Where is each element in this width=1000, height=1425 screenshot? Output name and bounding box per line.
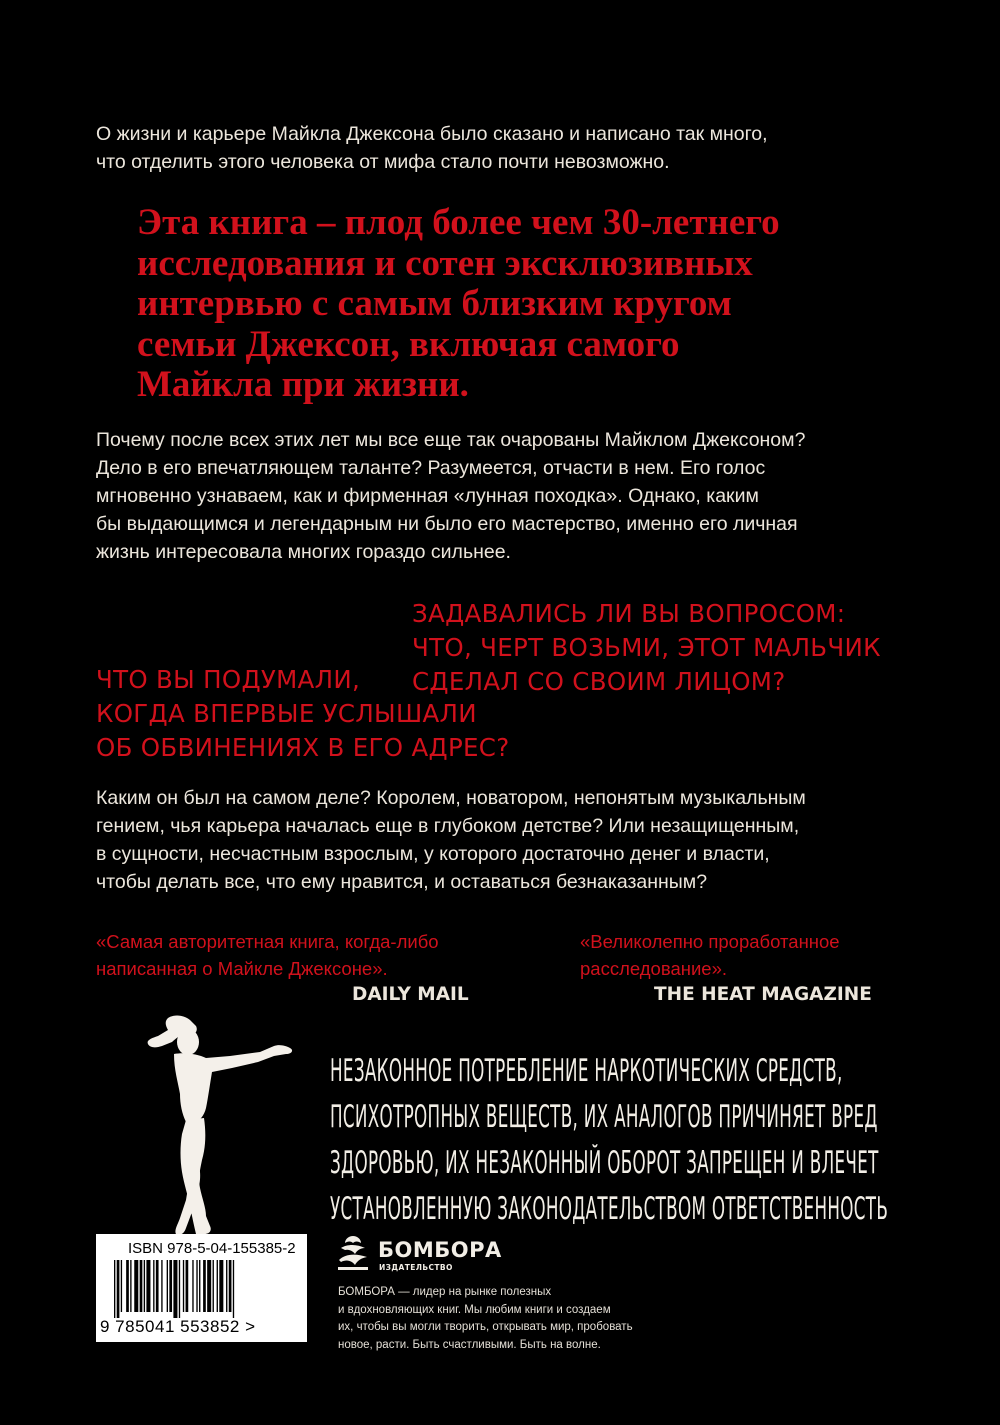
- barcode-bar: [134, 1260, 138, 1312]
- question-line: КОГДА ВПЕРВЫЕ УСЛЫШАЛИ: [96, 699, 477, 728]
- paragraph-line: жизнь интересовала многих гораздо сильнее.: [96, 541, 511, 563]
- barcode-bar: [213, 1260, 214, 1312]
- paragraph-line: Каким он был на самом деле? Королем, новатором, непонятым музыкальным: [96, 787, 806, 809]
- headline-line: Эта книга – плод более чем 30-летнего: [137, 202, 780, 243]
- question-line: ОБ ОБВИНЕНИЯХ В ЕГО АДРЕС?: [96, 733, 510, 762]
- blurb-line: и вдохновляющих книг. Мы любим книги и создаем: [338, 1303, 611, 1316]
- intro-line: О жизни и карьере Майкла Джексона было сказано и написано так много,: [96, 123, 768, 145]
- quote-line: расследование».: [580, 958, 728, 979]
- barcode-bar: [217, 1260, 218, 1312]
- blurb-line: их, чтобы вы могли творить, открывать мир, пробовать: [338, 1321, 633, 1333]
- barcode-bar: [233, 1260, 234, 1318]
- barcode-bar: [196, 1260, 197, 1312]
- publisher-name: БОМБОРА: [378, 1238, 502, 1262]
- barcode-bar: [121, 1260, 122, 1312]
- barcode-bar: [229, 1260, 232, 1312]
- barcode-bar: [192, 1260, 193, 1312]
- headline: [137, 203, 780, 406]
- barcode-bar: [167, 1260, 168, 1312]
- barcode-digits: 9 785041 553852 >: [100, 1317, 256, 1336]
- paragraph-2: [96, 784, 806, 896]
- barcode-bar: [161, 1260, 162, 1312]
- paragraph-line: в сущности, несчастным взрослым, у которого достаточно денег и власти,: [96, 843, 770, 865]
- blurb-line: новое, расти. Быть счастливыми. Быть на волне.: [338, 1338, 601, 1351]
- isbn-text: ISBN 978-5-04-155385-2: [128, 1240, 296, 1257]
- warning-line: ПСИХОТРОПНЫХ ВЕЩЕСТВ, ИХ АНАЛОГОВ ПРИЧИНЯЕТ ВРЕД: [330, 1099, 878, 1135]
- headline-line: интервью с самым близким кругом: [137, 283, 732, 324]
- question-line: СДЕЛАЛ СО СВОИМ ЛИЦОМ?: [412, 667, 786, 696]
- barcode-bar: [144, 1260, 145, 1312]
- warning-line: ЗДОРОВЬЮ, ИХ НЕЗАКОННЫЙ ОБОРОТ ЗАПРЕЩЕН И ВЛЕЧЕТ: [330, 1145, 879, 1181]
- barcode-bar: [140, 1260, 143, 1312]
- barcode-bar: [186, 1260, 189, 1312]
- barcode-bar: [130, 1260, 131, 1312]
- blurb-line: БОМБОРА — лидер на рынке полезных: [338, 1286, 552, 1298]
- barcode-bar: [153, 1260, 154, 1312]
- question-line: ЧТО ВЫ ПОДУМАЛИ,: [96, 665, 361, 694]
- bombora-logo-icon: [335, 1234, 371, 1272]
- barcode-bar: [199, 1260, 200, 1312]
- barcode-bar: [126, 1260, 129, 1312]
- quote-line: «Великолепно проработанное: [580, 931, 840, 952]
- quote-line: написанная о Майкле Джексоне».: [96, 958, 388, 979]
- paragraph-line: бы выдающимся и легендарным ни было его мастерство, именно его личная: [96, 513, 798, 535]
- barcode-bar: [173, 1260, 177, 1318]
- barcode-bar: [203, 1260, 206, 1312]
- intro-text: [96, 120, 768, 176]
- barcode-block: [96, 1234, 307, 1342]
- barcode-bar: [146, 1260, 150, 1312]
- headline-line: Майкла при жизни.: [137, 364, 469, 405]
- quote-heat-magazine: [580, 928, 840, 982]
- barcode-bar: [207, 1260, 211, 1312]
- barcode-bar: [179, 1260, 180, 1318]
- publisher-blurb: [338, 1284, 633, 1354]
- question-left: [96, 663, 510, 765]
- headline-line: исследования и сотен эксклюзивных: [137, 242, 753, 284]
- warning-notice: [330, 1048, 888, 1232]
- barcode-bar: [117, 1260, 120, 1318]
- barcode-bar: [183, 1260, 184, 1312]
- warning-line: НЕЗАКОННОЕ ПОТРЕБЛЕНИЕ НАРКОТИЧЕСКИХ СРЕДСТВ,: [330, 1053, 843, 1089]
- paragraph-line: Дело в его впечатляющем таланте? Разумеется, отчасти в нем. Его голос: [96, 457, 766, 479]
- barcode-bar: [219, 1260, 223, 1312]
- barcode-bar: [169, 1260, 172, 1312]
- paragraph-1: [96, 426, 805, 566]
- barcode-icon: [114, 1260, 282, 1318]
- quote-source: THE HEAT MAGAZINE: [654, 984, 872, 1005]
- quote-source: DAILY MAIL: [352, 984, 469, 1005]
- quote-line: «Самая авторитетная книга, когда-либо: [96, 931, 439, 952]
- paragraph-line: чтобы делать все, что ему нравится, и оставаться безнаказанным?: [96, 871, 708, 893]
- question-line: ЧТО, ЧЕРТ ВОЗЬМИ, ЭТОТ МАЛЬЧИК: [412, 633, 881, 662]
- intro-line: что отделить этого человека от мифа стало почти невозможно.: [96, 151, 670, 173]
- barcode-bar: [114, 1260, 115, 1318]
- publisher-subtitle: ИЗДАТЕЛЬСТВО: [379, 1263, 453, 1272]
- headline-line: семьи Джексон, включая самого: [137, 323, 680, 365]
- barcode-bar: [226, 1260, 227, 1312]
- question-line: ЗАДАВАЛИСЬ ЛИ ВЫ ВОПРОСОМ:: [412, 599, 846, 628]
- warning-line: УСТАНОВЛЕННУЮ ЗАКОНОДАТЕЛЬСТВОМ ОТВЕТСТВЕННОСТЬ: [330, 1191, 889, 1227]
- paragraph-line: мгновенно узнаваем, как и фирменная «лунная походка». Однако, каким: [96, 485, 759, 507]
- paragraph-line: гением, чья карьера началась еще в глубоком детстве? Или незащищенным,: [96, 815, 800, 837]
- paragraph-line: Почему после всех этих лет мы все еще так очарованы Майклом Джексоном?: [96, 429, 806, 451]
- quote-daily-mail: [96, 928, 439, 982]
- barcode-bar: [156, 1260, 159, 1312]
- dancer-silhouette-icon: [140, 1012, 300, 1242]
